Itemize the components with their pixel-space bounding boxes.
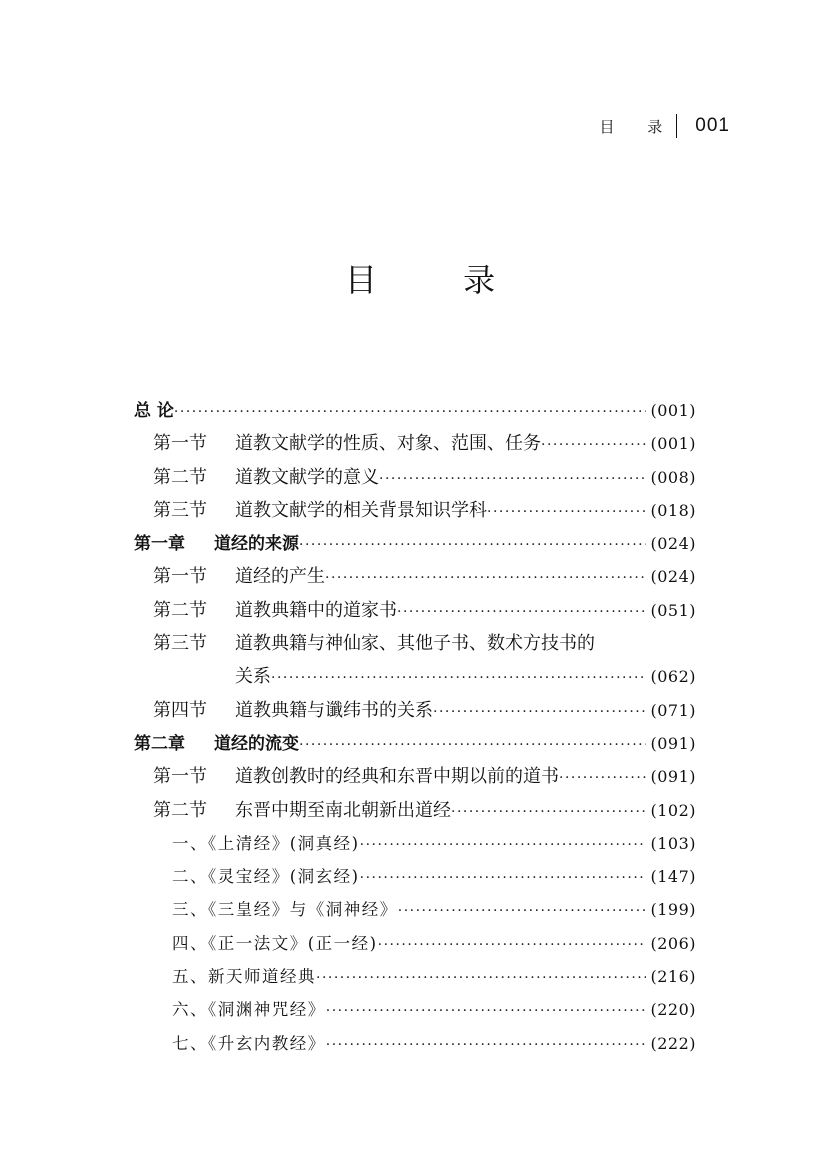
toc-entry[interactable]: [134, 860, 696, 893]
toc-entry-page: (001): [650, 401, 696, 420]
toc-leader-dots: [299, 729, 646, 762]
toc-entry-label: 第三节: [153, 499, 207, 521]
toc-entry-text: [134, 395, 174, 428]
running-header-title: 目 录: [599, 117, 677, 136]
toc-entry-text: [153, 427, 541, 460]
toc-entry-page: (102): [650, 800, 696, 820]
toc-entry-title: 《三皇经》与《洞神经》: [208, 900, 398, 920]
toc-entry-title: 《正一法文》(正一经): [208, 933, 378, 953]
toc-entry-label: 四、: [172, 933, 208, 953]
toc-entry-text: [172, 927, 378, 960]
toc-entry-text: [153, 627, 595, 660]
toc-entry-title: 新天师道经典: [208, 967, 316, 987]
toc-entry-title: 《洞渊神咒经》: [208, 1000, 326, 1020]
toc-entry-label: 第二节: [153, 599, 207, 621]
toc-leader-dots: [398, 895, 647, 928]
toc-entry-page: (222): [650, 1033, 696, 1053]
toc-entry-label: 第二节: [153, 799, 207, 821]
toc-leader-dots: [325, 562, 646, 595]
toc-leader-dots: [360, 829, 647, 862]
toc-entry-text: [172, 827, 360, 860]
page-title: 目 录: [344, 261, 534, 299]
toc-leader-dots: [316, 962, 646, 995]
toc-entry[interactable]: [134, 827, 696, 860]
toc-entry-text: [235, 660, 271, 693]
toc-entry[interactable]: [134, 461, 696, 494]
toc-entry-text: [134, 728, 299, 761]
toc-entry[interactable]: [134, 960, 696, 993]
toc-entry-title: 《升玄内教经》: [208, 1033, 326, 1053]
toc-entry-title: 道经的来源: [214, 534, 299, 555]
toc-entry-title: 东晋中期至南北朝新出道经: [235, 799, 451, 821]
running-header: [600, 114, 730, 138]
toc-entry[interactable]: [134, 993, 696, 1026]
toc-entry-page: (216): [650, 967, 696, 987]
toc-entry-text: [172, 860, 360, 893]
toc-entry-title: 道教文献学的性质、对象、范围、任务: [235, 433, 541, 455]
toc-entry-page: (103): [650, 833, 696, 853]
toc-entry-page: (051): [650, 600, 696, 620]
toc-entry-title: 道经的产生: [235, 566, 325, 588]
toc-leader-dots: [326, 1029, 647, 1062]
toc-entry-page: (147): [650, 867, 696, 887]
page-number: 001: [695, 115, 730, 136]
header-divider: [676, 114, 677, 138]
toc-entry[interactable]: [134, 694, 696, 727]
toc-leader-dots: [433, 696, 646, 729]
toc-leader-dots: [559, 762, 646, 795]
toc-entry-label: 七、: [172, 1033, 208, 1053]
toc-entry-title: 《上清经》(洞真经): [208, 833, 360, 853]
toc-leader-dots: [379, 463, 646, 496]
toc-entry[interactable]: [134, 893, 696, 926]
toc-entry-text: [172, 960, 316, 993]
toc-entry-title: 道教文献学的意义: [235, 466, 379, 488]
toc-entry-page: (062): [650, 667, 696, 687]
toc-entry-page: (001): [650, 434, 696, 454]
toc-entry-label: 第四节: [153, 699, 207, 721]
toc-entry[interactable]: [134, 560, 696, 593]
toc-leader-dots: [271, 662, 646, 695]
toc-entry-title: 道教创教时的经典和东晋中期以前的道书: [235, 766, 559, 788]
toc-entry[interactable]: [134, 494, 696, 527]
toc-entry-label: 三、: [172, 900, 208, 920]
toc-entry[interactable]: [134, 594, 696, 627]
toc-entry-title: 道教典籍中的道家书: [235, 599, 397, 621]
toc-entry[interactable]: [134, 727, 696, 760]
toc-entry-label: 第二节: [153, 466, 207, 488]
toc-entry-label: 第一节: [153, 433, 207, 455]
toc-entry-page: (091): [650, 733, 696, 753]
toc-entry-label: 第三节: [153, 633, 207, 655]
toc-leader-dots: [397, 596, 646, 629]
toc-entry[interactable]: [134, 394, 696, 427]
toc-entry-label: 五、: [172, 967, 208, 987]
toc-entry-label: 一、: [172, 833, 208, 853]
toc-entry-text: [153, 461, 379, 494]
toc-entry-text: [172, 1027, 326, 1060]
toc-entry[interactable]: [134, 660, 696, 693]
toc-entry-page: (024): [650, 534, 696, 554]
toc-entry[interactable]: [134, 794, 696, 827]
toc-leader-dots: [326, 995, 647, 1028]
toc-entry-label: 第一节: [153, 566, 207, 588]
toc-entry-page: (199): [650, 900, 696, 920]
toc-entry-page: (071): [650, 700, 696, 720]
toc-entry-label: 六、: [172, 1000, 208, 1020]
toc-entry[interactable]: [134, 627, 696, 660]
toc-entry-text: [153, 494, 487, 527]
toc-entry-label: 第一节: [153, 766, 207, 788]
toc-leader-dots: [541, 429, 646, 462]
toc-entry-text: [153, 560, 325, 593]
toc-leader-dots: [487, 496, 646, 529]
toc-entry-text: [153, 694, 433, 727]
toc-entry-label: 总 论: [134, 401, 174, 421]
toc-entry-text: [153, 794, 451, 827]
toc-entry-text: [153, 594, 397, 627]
toc-entry-label: 第一章: [134, 534, 185, 555]
toc-entry[interactable]: [134, 1027, 696, 1060]
toc-entry-title: 关系: [235, 666, 271, 688]
toc-entry-page: (018): [650, 500, 696, 520]
toc-leader-dots: [299, 529, 646, 562]
toc-entry[interactable]: [134, 527, 696, 560]
toc-entry-title: 道教文献学的相关背景知识学科: [235, 499, 487, 521]
table-of-contents: [134, 394, 696, 1060]
toc-entry[interactable]: [134, 760, 696, 793]
toc-entry-page: (008): [650, 467, 696, 487]
toc-entry-title: 道经的流变: [214, 733, 299, 754]
toc-entry-text: [153, 760, 559, 793]
toc-entry-page: (206): [650, 933, 696, 953]
toc-entry-page: (091): [650, 767, 696, 787]
toc-entry-title: 《灵宝经》(洞玄经): [208, 867, 360, 887]
toc-entry[interactable]: [134, 427, 696, 460]
toc-entry[interactable]: [134, 927, 696, 960]
toc-entry-page: (220): [650, 1000, 696, 1020]
toc-entry-text: [134, 528, 299, 561]
toc-entry-label: 二、: [172, 867, 208, 887]
toc-entry-title: 道教典籍与谶纬书的关系: [235, 699, 433, 721]
toc-entry-text: [172, 893, 398, 926]
toc-leader-dots: [451, 796, 646, 829]
toc-entry-page: (024): [650, 567, 696, 587]
toc-entry-text: [172, 993, 326, 1026]
toc-leader-dots: [360, 862, 647, 895]
toc-entry-title: 道教典籍与神仙家、其他子书、数术方技书的: [235, 633, 595, 655]
toc-entry-label: 第二章: [134, 733, 185, 754]
toc-leader-dots: [174, 396, 647, 429]
toc-leader-dots: [378, 929, 647, 962]
